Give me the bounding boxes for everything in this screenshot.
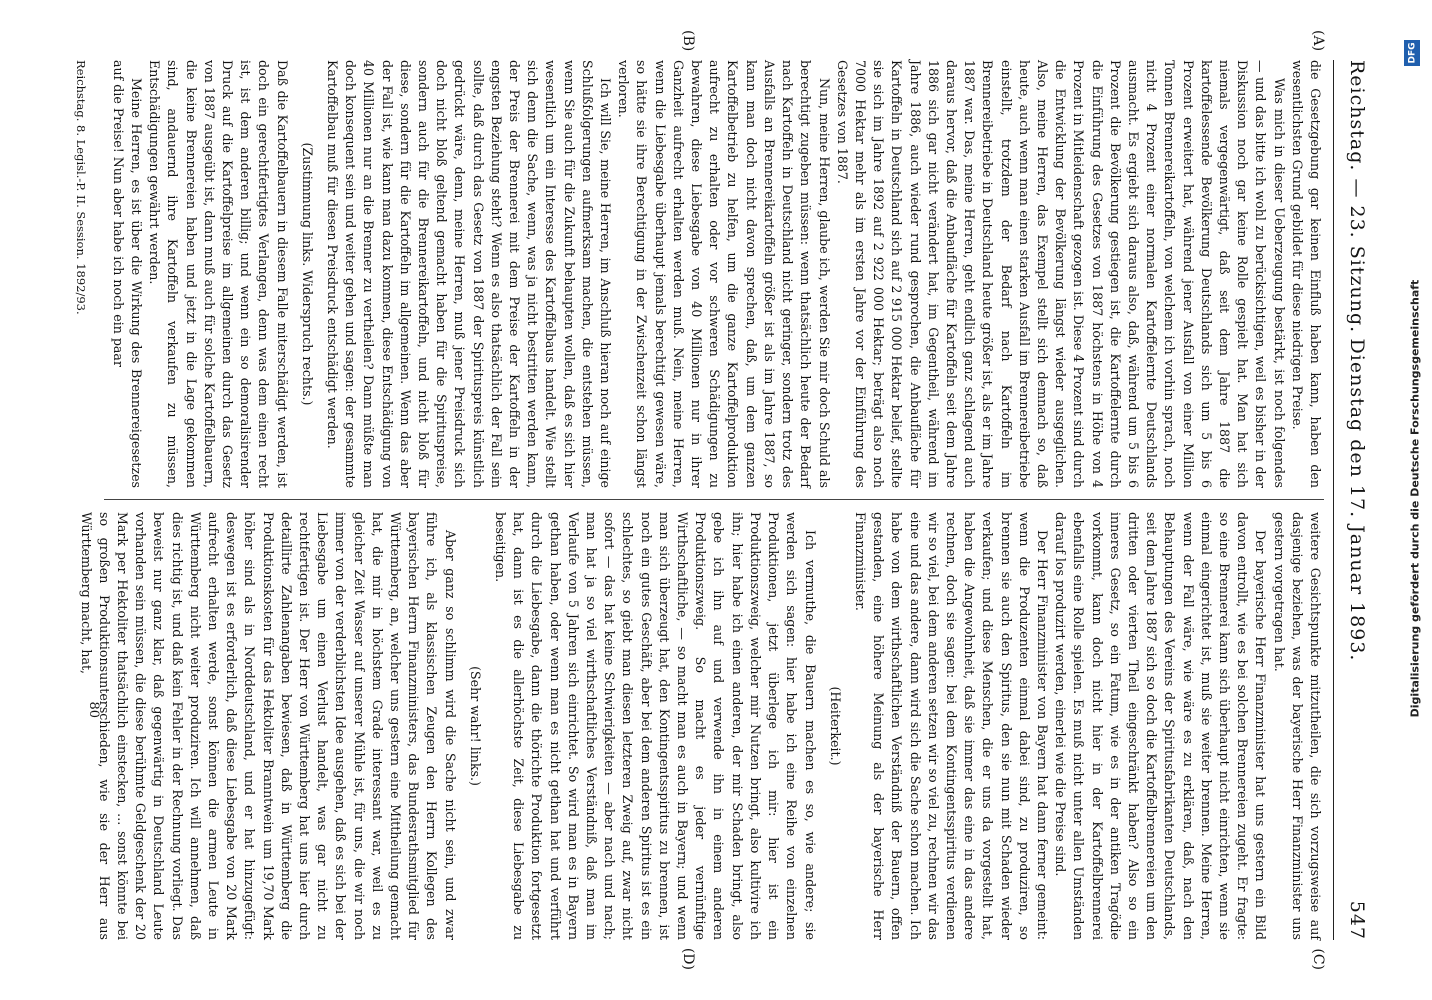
margin-marker-b: (B) [680,30,696,52]
text-column-left [104,60,1324,488]
paragraph: weitere Gesichtspunkte mitzutheilen, die sich vorzugsweise auf dasjenige beziehen, was der bayerische Herr Finanzminister uns gestern vorgetragen hat. [1271,512,1323,940]
footer-citation: Reichstag. 8. Legisl.-P. II. Session. 1892/93. [74,60,88,315]
signature-number: 80 [86,701,101,718]
margin-marker-a: (A) [1310,30,1326,52]
column-divider [104,499,1324,500]
dfg-sidebar [1400,40,1430,960]
interjection: (Sehr wahr! links.) [467,666,483,786]
paragraph: Der Herr Finanzminister von Bayern hat dann ferner gemeint: wenn die Produzenten einmal dabei sind, zu produziren, so brennen sie auch den Spiritus, den sie nun mit Schaden wieder verkaufen; und diese Menschen, die er uns da vorgestellt hat, haben die Angewohnheit, daß sie immer das eine in das andere rechnen, doch sie sagen: bei dem Kontingentsspiritus verdienen wir so viel, bei dem anderen setzen wir so viel zu, rechnen wir das eine und das andere, dann wird sich die Sache schon machen. Ich habe von dem wirthschaftlichen Verständniß der Bauern, offen gestanden, eine höhere Meinung als der bayerische Herr Finanzminister. [852,512,1050,940]
paragraph: Meine Herren, es ist über die Wirkung des Brennereigesetzes auf die Preise! Nun aber habe ich noch ein paar [110,60,144,488]
interjection: (Heiterkeit.) [827,686,843,766]
paragraph: Ich vermuthe, die Bauern machen es so, wie andere; sie werden sich sagen: hier habe ich eine Reihe von einzelnen Produktionen, jetzt überlege ich mir: hier ist ein Produktionszweig, welcher mir Nutzen bringt, also kultivire ich ihn; hier habe ich einen anderen, der mir Schaden bringt, also gebe ich ihn auf und verwende ihn in einem anderen Produktionszweig. So macht es jeder vernünftige Wirthschaftliche, — so macht man es auch in Bayern; und wenn man sich überzeugt hat, den Kontingentsspiritus zu brennen, ist noch ein gutes Geschäft, aber bei dem anderen Spiritus ist es ein schlechtes, so giebt man diesen letzteren Zweig auf, zwar nicht sofort — das hat keine Schwierigkeiten — aber nach und nach; man hat ja so viel wirthschaftliches Verständniß, daß man im Verlaufe von 5 Jahren sich einrichtet. So wird man es in Bayern gethan haben, oder wenn man es nicht gethan hat und verführt durch die Liebesgabe, dann die thörichte Produktion fortgesetzt hat, dann ist es die allerhöchste Zeit, diese Liebesgabe zu beseitigen. [493,512,818,940]
dfg-credit-text: Digitalisierung gefördert durch die Deutsche Forschungsgemeinschaft [1408,279,1422,718]
header-date: Dienstag den 17. Januar 1893. [1346,338,1368,662]
header-left: Reichstag. — 23. Sitzung. [1346,60,1368,334]
document-page [46,20,1386,980]
paragraph: Was mich in dieser Ueberzeugung bestärkt, ist noch folgendes — und das bitte ich wohl zu berücksichtigen, weil es bisher in der Diskussion noch gar keine Rolle gespielt hat. Man hat sich niemals vergegenwärtigt, daß seit dem Jahre 1887 die kartoffelessende Bevölkerung Deutschlands sich um 5 bis 6 Prozent erweitert hat, während jener Ausfall von einer Million Tonnen Brennereikartoffeln, von welchem ich vorhin sprach, noch nicht 4 Prozent einer normalen Kartoffelernte Deutschlands ausmacht. Es ergiebt sich daraus also, daß, während um 5 bis 6 Prozent die Bevölkerung gestiegen ist, die Kartoffelernte durch die Einführung des Gesetzes von 1887 höchstens in Höhe von 4 Prozent in Mitleidenschaft gezogen ist. Diese 4 Prozent sind durch die Entwicklung der Bevölkerung längst wieder ausgeglichen. Also, meine Herren, das Exempel stellt sich demnach so, daß heute, auch wenn man einen starken Ausfall im Brennereibetriebe einstellt, trotzdem der Bedarf nach Kartoffeln im Brennereibetriebe in Deutschland heute größer ist, als er im Jahre 1887 war. Das, meine Herren, geht endlich ganz schlagend auch daraus hervor, daß die Anbaufläche für Kartoffeln seit dem Jahre 1886 sich gar nicht verändert hat, im Gegentheil, während im Jahre 1886, auch wieder rund gesprochen, die Anbaufläche für Kartoffeln in Deutschland sich auf 2 915 000 Hektar belief, stellte sie sich im Jahre 1892 auf 2 922 000 Hektar; beträgt also noch 7000 Hektar mehr als im ersten Jahre vor der Einführung des Gesetzes von 1887. [834,60,1287,488]
paragraph: Ich will Sie, meine Herren, im Anschluß hieran noch auf einige Schlußfolgerungen aufmerksam machen, die entstehen müssen, wenn Sie auch für die Zukunft behaupten wollen, daß es sich hier wesentlich um ein Interesse des Kartoffelbaus handelt. Wie stellt sich denn die Sache, wenn, was ja nicht bestritten werden kann, der Preis der Brennerei mit dem Preise der Kartoffeln in der engsten Beziehung steht? Wenn es also thatsächlich der Fall sein sollte, daß durch das Gesetz von 1887 der Spirituspreis künstlich gedrückt wäre, denn, meine Herren, muß jener Preisdruck sich doch nicht bloß geltend gemacht haben für die Spirituspreise, sondern auch für die Brennereikartoffeln, und nicht bloß für diese, sondern für die Kartoffeln im allgemeinen. Wenn das aber der Fall ist, wie kann man dazu kommen, diese Entschädigung von 40 Millionen nur an die Brenner zu vertheilen? Dann müßte man doch konsequent sein und weiter gehen und sagen: der gesammte Kartoffelbau muß für diesen Preisdruck entschädigt werden. [325,60,614,488]
margin-marker-d: (D) [680,947,696,970]
paragraph: Daß die Kartoffelbauern in diesem Falle miterschädigt werden, ist doch ein gerechtfertigtes Verlangen, denn was dem einen recht ist, ist dem anderen billig; und wenn ein so demoralisirender Druck auf die Kartoffelpreise im allgemeinen durch das Gesetz von 1887 ausgeübt ist, dann muß auch für solche Kartoffelbauern, die keine Brennereien haben und jetzt in die Lage gekommen sind, andauernd ihre Kartoffeln verkaufen zu müssen, Entschädigungen gewährt werden. [147,60,290,488]
interjection: (Zustimmung links. Widerspruch rechts.) [299,142,315,406]
margin-marker-c: (C) [1310,948,1326,970]
dfg-logo: DFG [1404,40,1420,66]
page-header [1336,60,1368,940]
paragraph: Der bayerische Herr Finanzminister hat uns gestern ein Bild davon entrollt, wie es bei solchen Brennereien zugeht. Er fragte: so eine Brennerei kann sich überhaupt nicht einrichten, wenn sie einmal eingerichtet ist, muß sie weiter brennen. Meine Herren, wenn der Fall wäre, wie wäre es zu erklären, daß, nach den Behauptungen des Vereins der Spiritusfabrikanten Deutschlands, seit dem Jahre 1887 sich so doch die Kartoffelbrennereien um den dritten oder vierten Theil eingeschränkt haben? Also so ein inneres Gesetz, so ein Fatum, wie es in der antiken Tragödie vorkommt, kann doch nicht hier in der Kartoffelbrennerei ebenfalls eine Rolle spielen. Es muß nicht unter allen Umständen darauf los produzirt werden, einerlei wie die Preise sind. [1053,512,1269,940]
header-rule [1333,60,1334,940]
header-page-number: 547 [1346,900,1368,940]
paragraph: Nun, meine Herren, glaube ich, werden Sie mir doch Schuld als berechtigt zugeben müssen: wenn thatsächlich heute der Bedarf nach Kartoffeln in Deutschland nicht geringer, sondern trotz des Ausfalls an Brennereikartoffeln größer ist als im Jahre 1887, so kann man doch nicht davon sprechen, daß, um dem ganzen Kartoffelbetrieb zu helfen, um die ganze Kartoffelproduktion aufrecht zu erhalten oder vor schweren Schädigungen zu bewahren, diese Liebesgabe von 40 Millionen nur in ihrer Ganzheit aufrecht erhalten werden muß. Nein, meine Herren, wenn die Liebesgabe überhaupt jemals berechtigt gewesen wäre, so hätte sie ihre Berechtigung in der Zwischenzeit schon längst verloren. [616,60,832,488]
paragraph: die Gesetzgebung gar keinen Einfluß haben kann, haben den wesentlichsten Grund gebildet für diese niedrigen Preise. [1289,60,1323,488]
paragraph: Aber ganz so schlimm wird die Sache nicht sein, und zwar führe ich, als klassischen Zeugen den Herrn Kollegen des bayerischen Herrn Finanzministers, das Bundesrathsmitglied für Württemberg, an, welcher uns gestern eine Mittheilung gemacht hat, die mir in höchstem Grade interessant war, weil es zu gleicher Zeit Wasser auf unserer Mühle ist, für uns, die wir noch immer von der verderblichsten Idee ausgehen, daß es sich bei der Liebesgabe um einen Verlust handelt, was gar nicht zu rechtfertigen ist. Der Herr von Württemberg hat uns hier durch detaillirte Zahlenangaben bewiesen, daß in Württemberg die Produktionskosten für das Hektoliter Branntwein um 19,70 Mark höher sind als in Norddeutschland, und er hat hinzugefügt: deswegen ist es erforderlich, daß diese Liebesgabe von 20 Mark aufrecht erhalten werde, sonst können die armen Leute in Württemberg nicht weiter produziren. Ich will annehmen, daß dies richtig ist, und daß kein Fehler in der Rechnung vorliegt. Das beweist nur ganz klar, daß gegenwärtig in Deutschland Leute vorhanden sein müssen, die diese berühmte Geldgeschenk der 20 Mark per Hektoliter thatsächlich einstecken, ... sonst könnte bei so großen Produktionsunterschieden, wie sie der Herr aus Württemberg macht, hat, [78,512,458,940]
